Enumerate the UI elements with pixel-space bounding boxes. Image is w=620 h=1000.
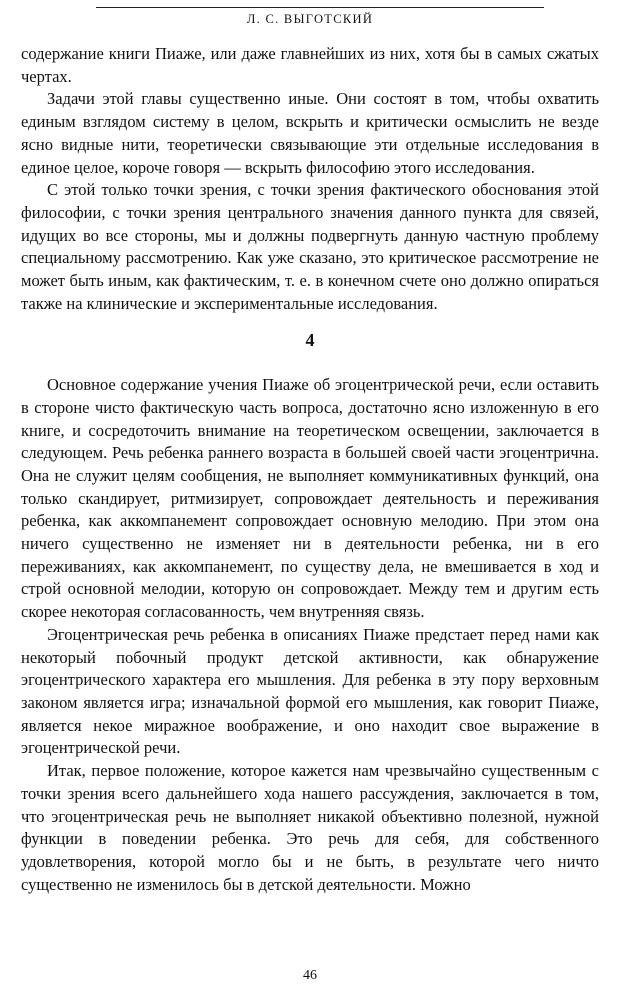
body-text — [21, 43, 599, 896]
paragraph: Основное содержание учения Пиаже об эгоцентрической речи, если оставить в стороне чисто фактическую часть вопроса, достаточно ясно изложенную в его книге, и сосредоточить внимание на теоретическом освещении, заключается в следующем. Речь ребенка раннего возраста в большей своей части эгоцентрична. Она не служит целям сообщения, не выполняет коммуникативных функций, она только скандирует, ритмизирует, сопровождает деятельность и переживания ребенка, как аккомпанемент сопровождает основную мелодию. При этом она ничего существенно не изменяет ни в деятельности ребенка, ни в его переживаниях, как аккомпанемент, по существу дела, не вмешивается в ход и строй основной мелодии, которую он сопровождает. Между тем и другим есть скорее некоторая согласованность, чем внутренняя связь. — [21, 375, 599, 622]
header-rule — [96, 7, 544, 8]
paragraph: Эгоцентрическая речь ребенка в описаниях Пиаже предстает перед нами как некоторый побочный продукт детской активности, как обнаружение эгоцентрического характера его мышления. Для ребенка в эту пору верховным законом является игра; изначальной формой его мышления, как говорит Пиаже, является некое миражное воображение, и оно находит свое выражение в эгоцентрической речи. — [21, 624, 599, 758]
page-number: 46 — [303, 968, 317, 983]
paragraph: Итак, первое положение, которое кажется нам чрезвычайно существенным с точки зрения всего дальнейшего хода нашего рассуждения, заключается в том, что эгоцентрическая речь не выполняет никакой объективно полезной, нужной функции в поведении ребенка. Это речь для себя, для собственного удовлетворения, которой могло бы и не быть, в результате чего ничто существенно не изменилось бы в детской деятельности. Можно — [21, 761, 599, 894]
paragraph: Задачи этой главы существенно иные. Они состоят в том, чтобы охватить единым взглядом систему в целом, вскрыть и критически осмыслить не везде ясно видные нити, теоретически связывающие эти отдельные исследования в единое целое, короче говоря — вскрыть философию этого исследования. — [21, 89, 599, 177]
paragraph-continued: содержание книги Пиаже, или даже главнейших из них, хотя бы в самых сжатых чертах. — [21, 44, 599, 86]
running-head: Л. С. ВЫГОТСКИЙ — [246, 12, 374, 26]
paragraph: С этой только точки зрения, с точки зрения фактического обоснования этой философии, с точки зрения центрального значения данного пункта для связей, идущих во все стороны, мы и должны подвергнуть данную частную проблему специальному рассмотрению. Как уже сказано, это критическое рассмотрение не может быть иным, как фактическим, т. е. в конечном счете оно должно опираться также на клинические и экспериментальные исследования. — [21, 180, 599, 313]
section-number: 4 — [305, 330, 315, 351]
